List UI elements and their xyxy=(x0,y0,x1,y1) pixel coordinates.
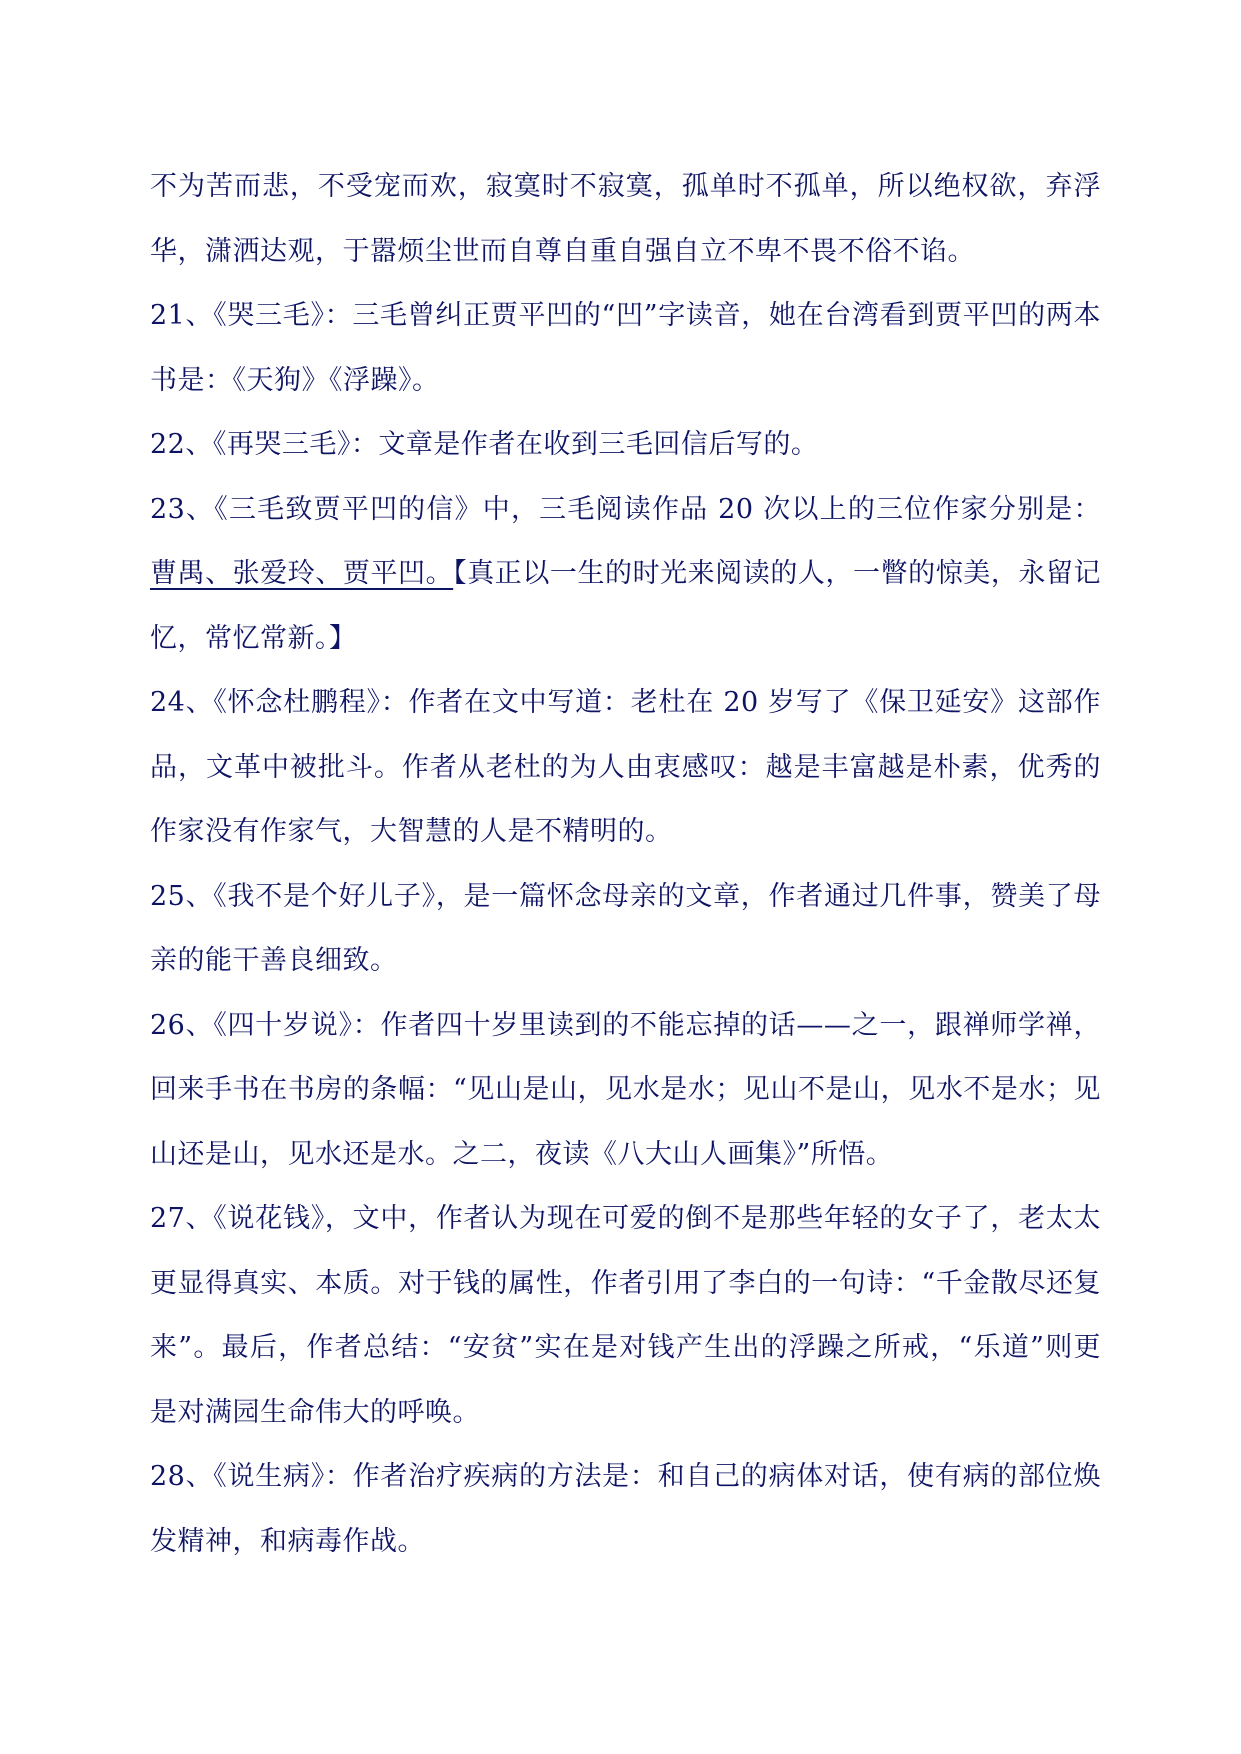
document-body xyxy=(150,155,1101,1574)
underlined-answer: 曹禺、张爱玲、贾平凹。 xyxy=(150,558,454,589)
paragraph-text: 25、《我不是个好儿子》，是一篇怀念母亲的文章，作者通过几件事，赞美了母亲的能干善良细致。 xyxy=(150,880,1101,976)
paragraph xyxy=(150,994,1101,1188)
paragraph xyxy=(150,284,1101,413)
paragraph xyxy=(150,413,1101,478)
paragraph-text: 24、《怀念杜鹏程》：作者在文中写道：老杜在 20 岁写了《保卫延安》这部作品，文革中被批斗。作者从老杜的为人由衷感叹：越是丰富越是朴素，优秀的作家没有作家气，大智慧的人是不精明的。 xyxy=(150,687,1101,847)
paragraph xyxy=(150,865,1101,994)
paragraph-text: 22、《再哭三毛》：文章是作者在收到三毛回信后写的。 xyxy=(150,429,819,460)
paragraph-text: 26、《四十岁说》：作者四十岁里读到的不能忘掉的话——之一，跟禅师学禅，回来手书在书房的条幅：“见山是山，见水是水；见山不是山，见水不是水；见山还是山，见水还是水。之二，夜读《八大山人画集》”所悟。 xyxy=(150,1009,1101,1170)
paragraph-text: 【真正以一生的时光来阅读的人，一瞥的惊美，永留记忆，常忆常新。】 xyxy=(150,558,1102,654)
paragraph xyxy=(150,671,1101,865)
paragraph xyxy=(150,155,1101,284)
paragraph-text: 28、《说生病》：作者治疗疾病的方法是：和自己的病体对话，使有病的部位焕发精神，和病毒作战。 xyxy=(150,1461,1101,1557)
paragraph-text: 不为苦而悲，不受宠而欢，寂寞时不寂寞，孤单时不孤单，所以绝权欲，弃浮华，潇洒达观，于嚣烦尘世而自尊自重自强自立不卑不畏不俗不谄。 xyxy=(150,171,1101,267)
paragraph-text: 23、《三毛致贾平凹的信》中，三毛阅读作品 20 次以上的三位作家分别是： xyxy=(150,493,1101,525)
paragraph-text: 21、《哭三毛》：三毛曾纠正贾平凹的“凹”字读音，她在台湾看到贾平凹的两本书是：《天狗》《浮躁》。 xyxy=(150,300,1101,396)
paragraph xyxy=(150,1445,1101,1574)
paragraph xyxy=(150,1187,1101,1445)
paragraph-text: 27、《说花钱》，文中，作者认为现在可爱的倒不是那些年轻的女子了，老太太更显得真实、本质。对于钱的属性，作者引用了李白的一句诗：“千金散尽还复来”。最后，作者总结：“安贫”实在是对钱产生出的浮躁之所戒，“乐道”则更是对满园生命伟大的呼唤。 xyxy=(150,1203,1101,1428)
paragraph xyxy=(150,478,1101,672)
